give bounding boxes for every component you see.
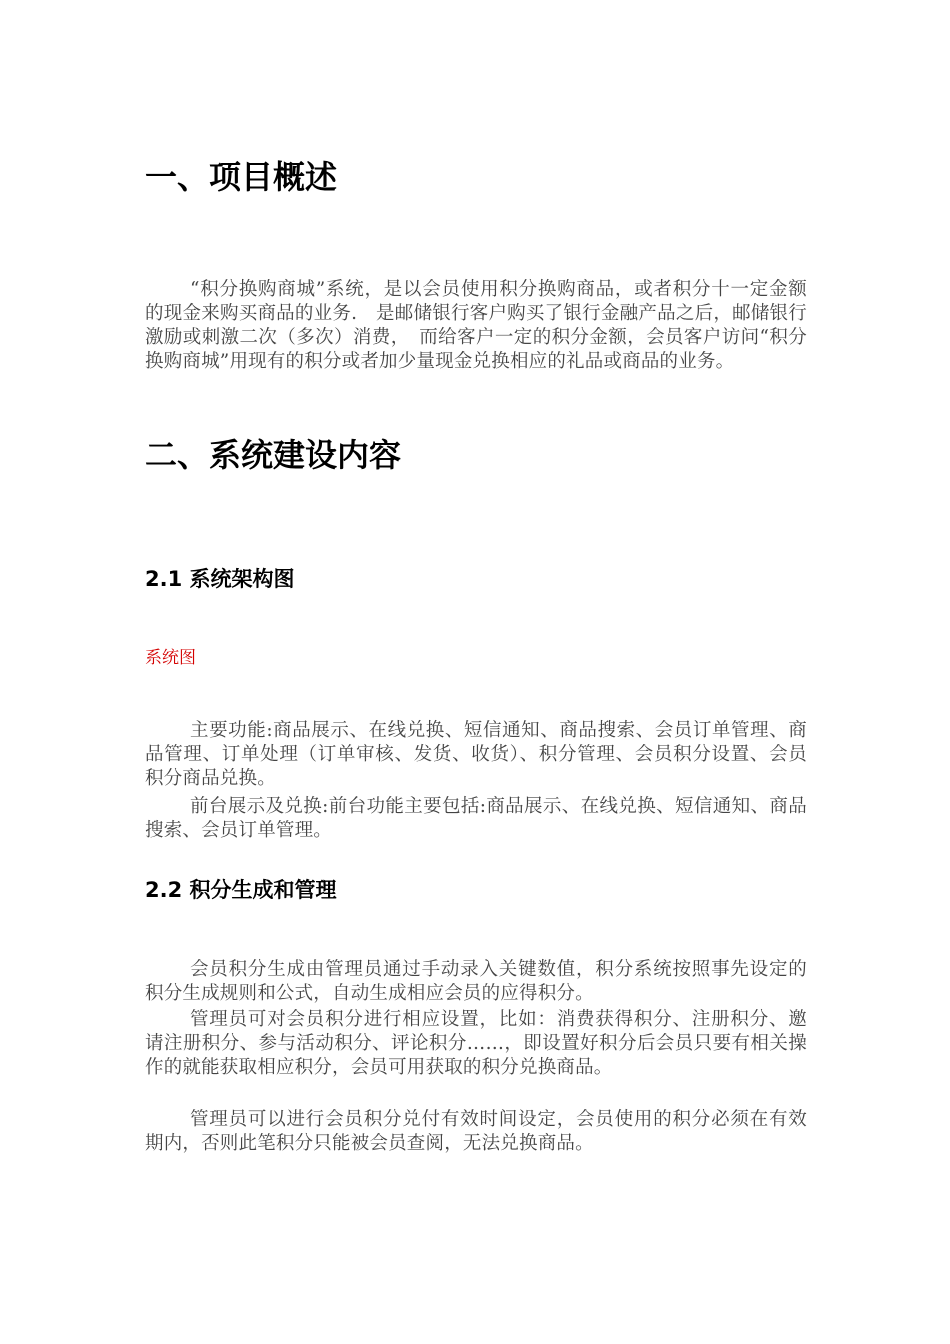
frontend-paragraph: 前台展示及兑换:前台功能主要包括:商品展示、在线兑换、短信通知、商品搜索、会员订单管理。: [145, 796, 807, 841]
points-settings-paragraph: 管理员可对会员积分进行相应设置，比如：消费获得积分、注册积分、邀请注册积分、参与活动积分、评论积分……，即设置好积分后会员只要有相关操作的就能获取相应积分，会员可用获取的积分兑换商品。: [145, 1009, 807, 1078]
overview-paragraph: “积分换购商城”系统，是以会员使用积分换购商品，或者积分十一定金额的现金来购买商品的业务. 是邮储银行客户购买了银行金融产品之后，邮储银行激励或刺激二次（多次）消费， 而给客户一定的积分金额，会员客户访问“积分换购商城”用现有的积分或者加少量现金兑换相应的礼品或商品的业务。: [145, 279, 807, 372]
main-functions-paragraph: 主要功能:商品展示、在线兑换、短信通知、商品搜索、会员订单管理、商品管理、订单处理（订单审核、发货、收货）、积分管理、会员积分设置、会员积分商品兑换。: [145, 720, 807, 789]
points-validity-paragraph: 管理员可以进行会员积分兑付有效时间设定，会员使用的积分必须在有效期内，否则此笔积分只能被会员查阅，无法兑换商品。: [145, 1109, 807, 1154]
points-generation-paragraph: 会员积分生成由管理员通过手动录入关键数值，积分系统按照事先设定的积分生成规则和公式，自动生成相应会员的应得积分。: [145, 959, 807, 1004]
subsection-heading-points: 2.2 积分生成和管理: [145, 878, 337, 902]
figure-caption-system-diagram: 系统图: [145, 648, 196, 668]
section-heading-overview: 一、项目概述: [145, 158, 338, 196]
section-heading-construction: 二、系统建设内容: [145, 436, 402, 474]
subsection-heading-architecture: 2.1 系统架构图: [145, 567, 295, 591]
